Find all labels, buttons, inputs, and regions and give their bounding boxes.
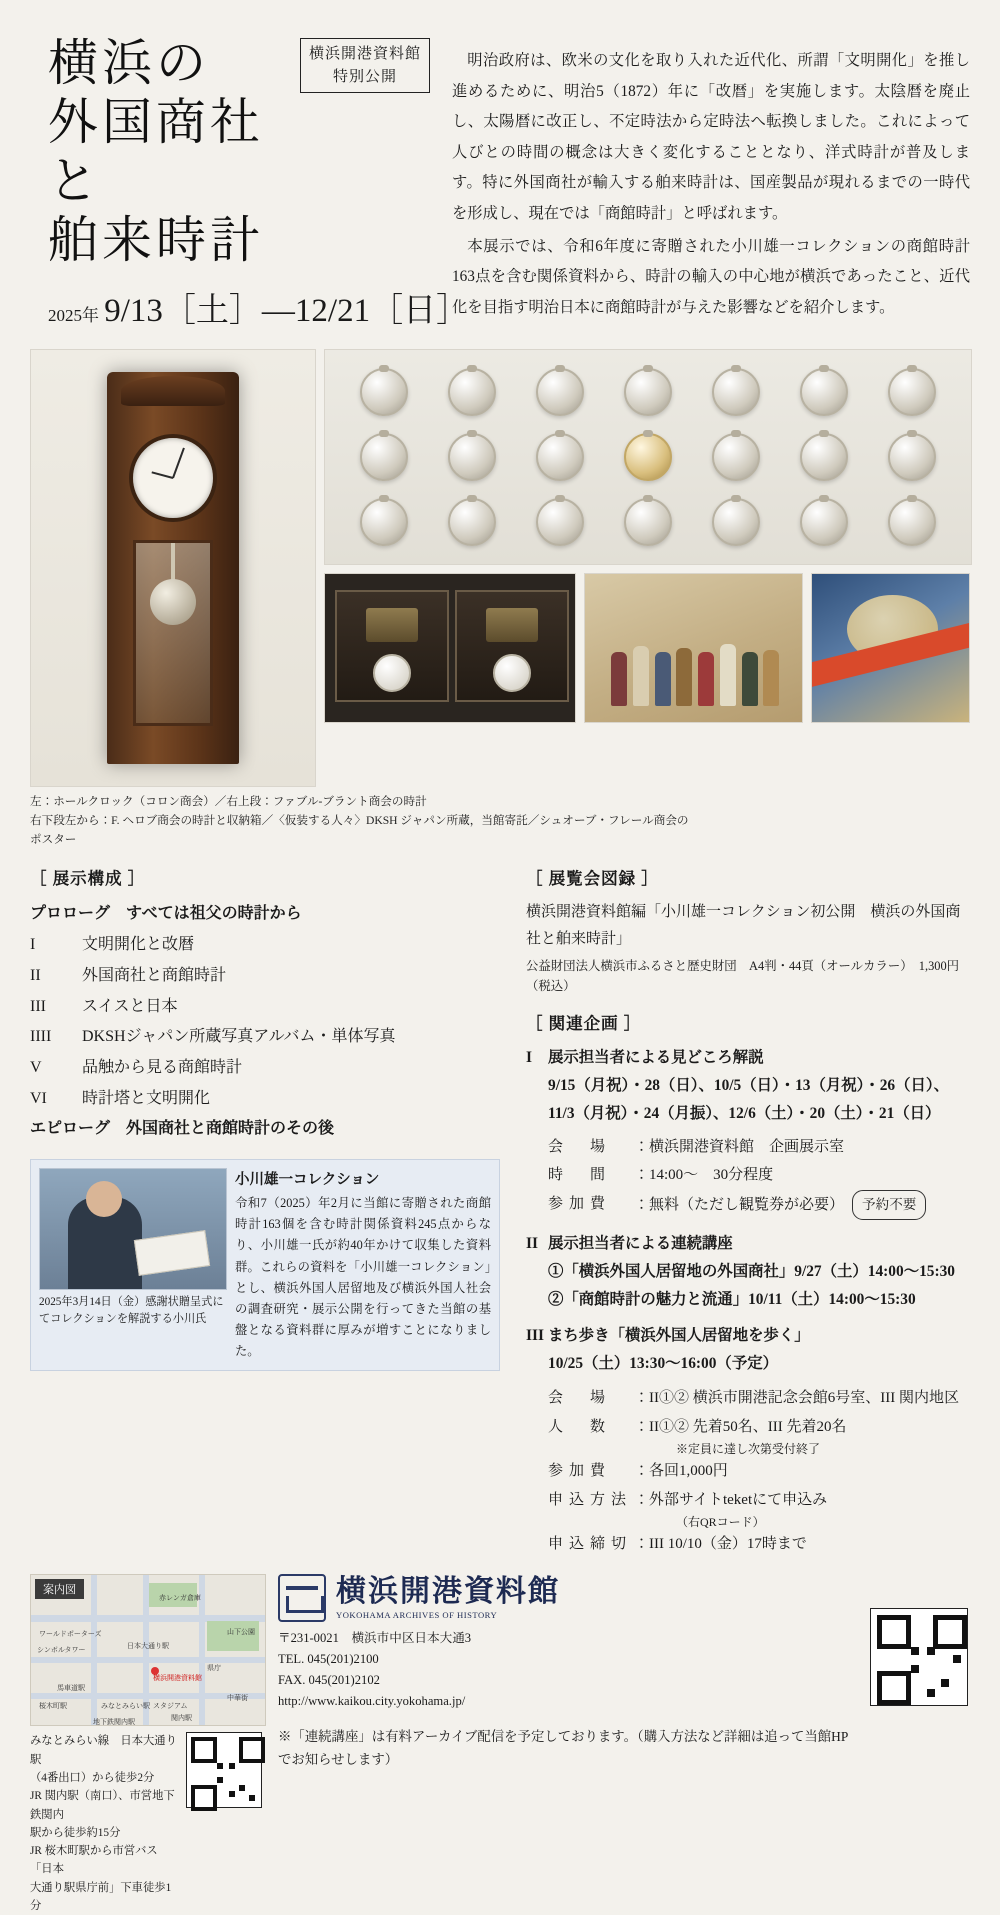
figure	[720, 644, 736, 706]
pocket-watches-photo	[324, 349, 972, 565]
left-column	[30, 865, 500, 1558]
structure-item	[30, 1084, 500, 1115]
watch-grid	[343, 362, 953, 552]
access-map	[30, 1574, 266, 1726]
structure-item	[30, 961, 500, 992]
structure-item-label: 外国商社と商館時計	[82, 966, 227, 984]
structure-item	[30, 992, 500, 1023]
structure-epilogue: エピローグ 外国商社と商館時計のその後	[30, 1120, 335, 1138]
structure-item	[30, 1022, 500, 1053]
right-photo-stack	[324, 349, 970, 787]
access-line: 駅から徒歩約15分	[30, 1826, 121, 1839]
museum-marker-label: 横浜開港資料館	[153, 1674, 202, 1683]
case-emblem	[366, 608, 418, 642]
address-fax: FAX. 045(201)2102	[278, 1673, 380, 1688]
hall-clock-photo	[30, 349, 316, 787]
catalog-sub: 公益財団法人横浜市ふるさと歴史財団 A4判・44頁（オールカラー） 1,300円（税込）	[526, 958, 960, 993]
map-label: 案内図	[35, 1579, 84, 1599]
museum-identity	[278, 1574, 856, 1771]
item3-title: まち歩き「横浜外国人居留地を歩く」	[548, 1327, 810, 1345]
ogawa-photo	[39, 1168, 227, 1290]
structure-item-num: V	[30, 1058, 42, 1076]
detail-capacity: 人 数 ：II①② 先着50名、III 先着20名	[526, 1413, 970, 1442]
header	[30, 28, 970, 331]
map-place: 中華街	[227, 1694, 248, 1703]
teket-qr-block	[870, 1608, 970, 1706]
logo-row	[278, 1574, 856, 1622]
pocket-watch	[888, 433, 936, 481]
pocket-watch	[360, 498, 408, 546]
pocket-watch	[360, 433, 408, 481]
detail-fee: 参加費 ：各回1,000円	[526, 1457, 970, 1486]
map-place: シンボルタワー	[37, 1646, 86, 1655]
caption-line-3: ポスター	[30, 832, 77, 846]
collection-photo-block	[39, 1168, 225, 1362]
structure-item-num: II	[30, 966, 41, 984]
structure-item-label: 時計塔と文明開化	[82, 1089, 211, 1107]
structure-item-num: III	[30, 997, 46, 1015]
item3-line-1: 10/25（土）13:30～16:00（予定）	[548, 1355, 778, 1373]
photo-caption	[30, 793, 970, 849]
title-line-1: 横浜の	[48, 35, 210, 91]
detail-key: 人 数	[548, 1419, 612, 1436]
map-place: 日本大通り駅	[127, 1642, 169, 1651]
structure-heading: ［ 展示構成 ］	[30, 869, 146, 889]
document-sheet	[134, 1230, 210, 1276]
pendulum-bob	[150, 579, 196, 625]
pocket-watch	[360, 368, 408, 416]
special-exhibit-badge	[300, 38, 430, 93]
access-line: みなとみらい線 日本大通り駅	[30, 1735, 177, 1766]
address-zip: 〒231-0021 横浜市中区日本大通3	[278, 1631, 472, 1646]
title-block	[30, 28, 470, 331]
pocket-watch	[888, 498, 936, 546]
page-title	[48, 34, 292, 270]
detail-key: 申込方法	[548, 1491, 633, 1508]
figure	[763, 650, 779, 706]
caption-line-1: 左：ホールクロック（コロン商会）／右上段：ファブル‐ブラント商会の時計	[30, 795, 427, 808]
collection-body: 令和7（2025）年2月に当館に寄贈された商館時計163個を含む時計関係資料245点からなり、小川雄一氏が約40年かけて収集した資料群。これらの資料を「小川雄一コレクション」とし、横浜外国人居留地及び横浜外国人社会の調査研究・展示公開を行ってきた当館の基盤となる資料群に厚みが増すことになりました。	[235, 1196, 491, 1359]
badge-line-2: 特別公開	[332, 68, 397, 85]
structure-item-label: DKSHジャパン所蔵写真アルバム・単体写真	[82, 1028, 396, 1046]
pocket-watch	[712, 498, 760, 546]
fee-value: 無料（ただし観覧券が必要）	[649, 1197, 845, 1214]
intro-paragraph-2: 本展示では、令和6年度に寄贈された小川雄一コレクションの商館時計163点を含む関係資料から、時計の輸入の中心地が横浜であったこと、近代化を目指す明治日本に商館時計が与えた影響などを紹介します。	[452, 237, 970, 316]
structure-item-num: IIII	[30, 1028, 52, 1046]
case-box-left	[335, 590, 449, 702]
catalog-body: 横浜開港資料館編「小川雄一コレクション初公開 横浜の外国商社と舶来時計」	[526, 904, 961, 948]
figure	[698, 652, 714, 706]
figure	[611, 652, 627, 706]
detail-key: 申込締切	[548, 1535, 633, 1552]
item1-dates-line-1: 9/15（月祝）・28（日）、10/5（日）・13（月祝）・26（日）、	[548, 1077, 949, 1095]
title-line-3: 舶来時計	[48, 212, 264, 268]
structure-item	[30, 1053, 500, 1084]
figure	[742, 652, 758, 706]
structure-list	[30, 899, 500, 1145]
item2-roman: II	[526, 1235, 538, 1253]
detail-key: 参加費	[548, 1462, 612, 1479]
item1-title: 展示担当者による見どころ解説	[548, 1049, 764, 1067]
map-place: 赤レンガ倉庫	[159, 1594, 201, 1603]
case-watch	[373, 654, 411, 692]
date-range: 9/13［土］―12/21［日］	[104, 293, 470, 329]
museum-name-en: YOKOHAMA ARCHIVES OF HISTORY	[336, 1609, 498, 1620]
catalog-heading: ［ 展覧会図録 ］	[526, 869, 659, 889]
item2-title: 展示担当者による連続講座	[548, 1235, 733, 1253]
item1-fee: 参加費 ：無料（ただし観覧券が必要） 予約不要	[526, 1190, 970, 1220]
schwob-freres-poster-photo	[811, 573, 970, 723]
related-events	[526, 1010, 970, 1558]
collection-box	[30, 1159, 500, 1371]
case-watch	[493, 654, 531, 692]
map-place: みなとみらい駅	[101, 1702, 150, 1711]
structure-item-label: スイスと日本	[82, 997, 178, 1015]
photo-section	[30, 349, 970, 787]
structure-item-label: 品触から見る商館時計	[82, 1058, 243, 1076]
badge-line-1: 横浜開港資料館	[308, 46, 421, 62]
exhibition-dates	[48, 284, 470, 331]
archive-note: ※「連続講座」は有料アーカイブ配信を予定しております。（購入方法など詳細は追って当館HPでお知らせします）	[278, 1728, 849, 1767]
no-reservation-pill: 予約不要	[852, 1190, 926, 1220]
road	[91, 1575, 97, 1725]
caption-line-2: 右下段左から：F. ヘロブ商会の時計と収納箱／〈仮装する人々〉DKSH ジャパン所蔵，当館寄託／シュオーブ・フレール商会の	[30, 813, 689, 827]
map-block	[30, 1574, 264, 1915]
pocket-watch	[712, 433, 760, 481]
map-place: 山下公園	[227, 1628, 255, 1637]
address-tel: TEL. 045(201)2100	[278, 1652, 379, 1667]
access-line: 大通り駅県庁前」下車徒歩1分	[30, 1881, 172, 1912]
detail-value: 外部サイトteketにて申込み	[649, 1491, 828, 1508]
related-item-1	[526, 1044, 970, 1128]
pocket-watch	[536, 433, 584, 481]
detail-value: III 10/10（金）17時まで	[649, 1535, 807, 1552]
map-place: 馬車道駅	[57, 1684, 85, 1693]
watch-case-photo	[324, 573, 576, 723]
access-line: （4番出口）から徒歩2分	[30, 1771, 155, 1784]
item1-venue: 会 場 ：横浜開港資料館 企画展示室	[526, 1133, 970, 1162]
person-head	[86, 1181, 122, 1217]
collection-title: 小川雄一コレクション	[235, 1172, 380, 1189]
structure-item-label: 文明開化と改暦	[82, 936, 195, 954]
map-place: ワールドポーターズ	[39, 1630, 102, 1639]
figure	[676, 648, 692, 706]
detail-value: 各回1,000円	[649, 1462, 728, 1479]
pocket-watch	[800, 433, 848, 481]
detail-apply: 申込方法 ：外部サイトteketにて申込み	[526, 1486, 970, 1515]
museum-name: 横浜開港資料館	[336, 1574, 560, 1608]
related-heading: ［ 関連企画 ］	[526, 1014, 642, 1034]
collection-photo-caption: 2025年3月14日（金）感謝状贈呈式にてコレクションを解説する小川氏	[39, 1296, 224, 1325]
clock-face	[129, 434, 217, 522]
collection-text	[235, 1168, 491, 1362]
figure	[633, 646, 649, 706]
detail-venue: 会 場 ：II①② 横浜市開港記念会館6号室、III 関内地区	[526, 1384, 970, 1413]
detail-value: II①② 横浜市開港記念会館6号室、III 関内地区	[649, 1390, 959, 1407]
map-place: 県庁	[207, 1664, 221, 1673]
teket-qr-code[interactable]	[870, 1608, 968, 1706]
museum-address	[278, 1628, 856, 1712]
intro-text	[430, 28, 970, 323]
right-column	[526, 865, 970, 1558]
capacity-note: ※定員に達し次第受付終了	[676, 1441, 821, 1456]
map-place: 地下鉄関内駅	[93, 1718, 135, 1727]
costume-party-photo	[584, 573, 803, 723]
title-line-2: 外国商社と	[48, 94, 264, 209]
item2-line-1: ①「横浜外国人居留地の外国商社」9/27（土）14:00～15:30	[548, 1263, 955, 1281]
footer	[30, 1574, 970, 1915]
pocket-watch	[800, 368, 848, 416]
pocket-watch	[448, 433, 496, 481]
fee-key: 参加費	[548, 1196, 612, 1213]
map-place: スタジアム	[153, 1702, 188, 1711]
bottom-photo-row	[324, 573, 970, 723]
qr-note: （右QRコード）	[676, 1514, 765, 1529]
structure-item-num: VI	[30, 1089, 47, 1107]
clock-crown	[121, 376, 225, 406]
access-info	[30, 1732, 180, 1915]
clock-case-illustration	[107, 372, 239, 764]
structure-prologue: プロローグ すべては祖父の時計から	[30, 905, 302, 923]
related-item-3	[526, 1322, 970, 1378]
item1-time: 時 間 ：14:00～ 30分程度	[526, 1161, 970, 1190]
time-value: 14:00～ 30分程度	[649, 1167, 774, 1184]
venue-value: 横浜開港資料館 企画展示室	[649, 1138, 845, 1155]
pocket-watch	[536, 368, 584, 416]
related-item-2	[526, 1230, 970, 1314]
time-key: 時 間	[548, 1167, 612, 1184]
detail-value: II①② 先着50名、III 先着20名	[649, 1419, 847, 1436]
pocket-watch	[712, 368, 760, 416]
pocket-watch	[624, 368, 672, 416]
pocket-watch	[536, 498, 584, 546]
item3-roman: III	[526, 1327, 544, 1345]
pocket-watch	[448, 498, 496, 546]
pocket-watch	[888, 368, 936, 416]
body-columns	[30, 865, 970, 1558]
detail-key: 会 場	[548, 1390, 612, 1407]
map-place: 桜木町駅	[39, 1702, 67, 1711]
item1-dates-line-2: 11/3（月祝）・24（月振）、12/6（土）・20（土）・21（日）	[548, 1105, 941, 1123]
pocket-watch	[800, 498, 848, 546]
access-line: JR 桜木町駅から市営バス「日本	[30, 1845, 158, 1876]
pendulum-rod	[171, 543, 175, 583]
clock-glass-door	[133, 540, 213, 726]
address-url[interactable]: http://www.kaikou.city.yokohama.jp/	[278, 1694, 466, 1708]
pocket-watch-gold	[624, 433, 672, 481]
access-line: JR 関内駅（南口）、市営地下鉄関内	[30, 1790, 175, 1821]
item2-line-2: ②「商館時計の魅力と流通」10/11（土）14:00～15:30	[548, 1291, 916, 1309]
detail-deadline: 申込締切 ：III 10/10（金）17時まで	[526, 1530, 970, 1559]
structure-item	[30, 930, 500, 961]
pocket-watch	[624, 498, 672, 546]
intro-paragraph-1: 明治政府は、欧米の文化を取り入れた近代化、所謂「文明開化」を推し進めるために、明治5（1872）年に「改暦」を実施します。太陰暦を廃止し、太陽暦に改正し、不定時法から定時法へ転換しました。これによって人びとの時間の概念は大きく変化することとなり、洋式時計が普及します。特に外国商社が輸入する舶来時計は、国産製品が現れるまでの一時代を形成し、現在では「商館時計」と呼ばれます。	[452, 52, 970, 222]
venue-key: 会 場	[548, 1138, 612, 1155]
structure-item-num: I	[30, 936, 36, 954]
museum-logo-icon	[278, 1574, 326, 1622]
case-box-right	[455, 590, 569, 702]
date-year: 2025年	[48, 306, 99, 325]
museum-qr-code[interactable]	[186, 1732, 262, 1808]
pocket-watch	[448, 368, 496, 416]
figure	[655, 652, 671, 706]
item1-roman: I	[526, 1049, 532, 1067]
case-emblem	[486, 608, 538, 642]
map-place: 関内駅	[171, 1714, 192, 1723]
